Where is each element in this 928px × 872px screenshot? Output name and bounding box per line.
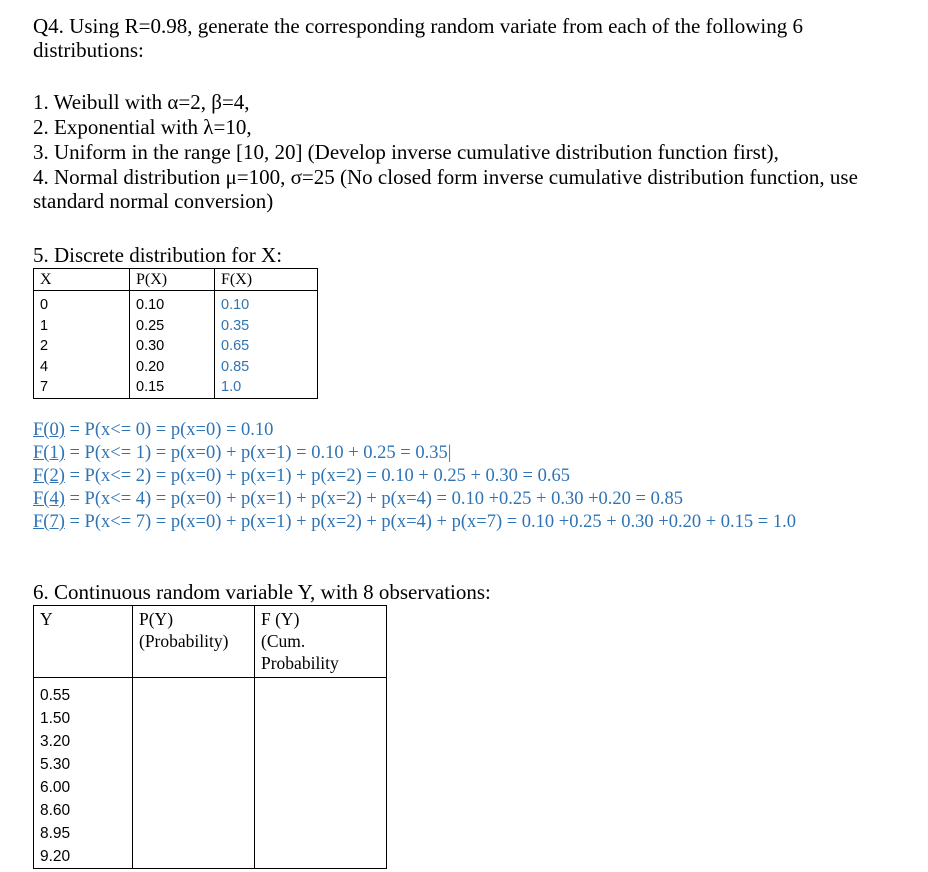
cdf-line [33,419,273,442]
cdf-line [33,488,683,511]
cdf-label: F(1) [33,443,65,463]
y-value: 8.60 [40,802,71,819]
y-value: 9.20 [40,848,71,865]
fx-value: 0.85 [221,358,250,375]
x-column [34,291,130,399]
discrete-header-row [34,269,318,291]
px-value: 0.15 [136,379,165,396]
header-fy-line-1: F (Y) [261,609,300,629]
x-value: 1 [40,317,49,334]
cdf-expression: = P(x<= 7) = p(x=0) + p(x=1) + p(x=2) + p(x=4) + p(x=7) = 0.10 +0.25 + 0.30 +0.20 + 0.15 = 1.0 [64,512,796,532]
cdf-label: F(2) [33,466,65,486]
header-y [34,606,133,678]
fx-value: 1.0 [221,379,242,396]
y-value: 1.50 [40,710,71,727]
py-column [133,678,255,869]
y-value: 0.55 [40,687,71,704]
header-py-line-1: P(Y) [139,609,174,629]
y-value: 6.00 [40,779,71,796]
fx-value: 0.35 [221,317,250,334]
cdf-expression: = P(x<= 1) = p(x=0) + p(x=1) = 0.10 + 0.25 = 0.35| [64,443,452,463]
cdf-line [33,511,796,534]
item-normal-line-1: 4. Normal distribution μ=100, σ=25 (No closed form inverse cumulative distribution function, use [33,165,858,189]
item-normal-line-2: standard normal conversion) [33,189,274,213]
header-py-line-2: (Probability) [139,631,229,651]
header-fy-line-2: (Cum. [261,631,306,651]
header-px: P(X) [130,269,215,291]
discrete-title: 5. Discrete distribution for X: [33,243,283,267]
y-column [34,678,133,869]
x-value: 4 [40,358,49,375]
discrete-values-row [34,291,318,399]
fx-value: 0.10 [221,297,250,313]
header-fy-line-3: Probability [261,653,339,673]
cdf-line [33,442,451,465]
header-py [133,606,255,678]
y-value: 8.95 [40,825,71,842]
question-line-2: distributions: [33,38,144,62]
cdf-label: F(4) [33,489,65,509]
cdf-label: F(0) [33,420,65,440]
header-x: X [34,269,130,291]
px-value: 0.30 [136,338,165,355]
discrete-table [33,268,318,399]
cdf-expression: = P(x<= 4) = p(x=0) + p(x=1) + p(x=2) + p(x=4) = 0.10 +0.25 + 0.30 +0.20 = 0.85 [64,489,683,509]
item-exponential: 2. Exponential with λ=10, [33,115,252,139]
fx-value: 0.65 [221,338,250,355]
continuous-title: 6. Continuous random variable Y, with 8 observations: [33,580,491,604]
x-value: 0 [40,297,49,313]
cdf-expression: = P(x<= 2) = p(x=0) + p(x=1) + p(x=2) = 0.10 + 0.25 + 0.30 = 0.65 [64,466,570,486]
y-value: 3.20 [40,733,71,750]
cdf-expression: = P(x<= 0) = p(x=0) = 0.10 [64,420,274,440]
px-value: 0.25 [136,317,165,334]
continuous-values-row [34,678,387,869]
item-uniform: 3. Uniform in the range [10, 20] (Develop inverse cumulative distribution function first), [33,140,779,164]
fx-column [215,291,318,399]
header-fy [255,606,387,678]
cdf-line [33,465,570,488]
px-value: 0.10 [136,297,165,313]
cdf-label: F(7) [33,512,65,532]
x-value: 7 [40,379,49,396]
x-value: 2 [40,338,49,355]
header-y-label: Y [40,609,53,629]
question-line-1: Q4. Using R=0.98, generate the corresponding random variate from each of the following 6 [33,14,803,38]
continuous-header-row [34,606,387,678]
px-value: 0.20 [136,358,165,375]
fy-column [255,678,387,869]
continuous-table [33,605,387,869]
header-fx: F(X) [215,269,318,291]
px-column [130,291,215,399]
y-value: 5.30 [40,756,71,773]
item-weibull: 1. Weibull with α=2, β=4, [33,90,250,114]
